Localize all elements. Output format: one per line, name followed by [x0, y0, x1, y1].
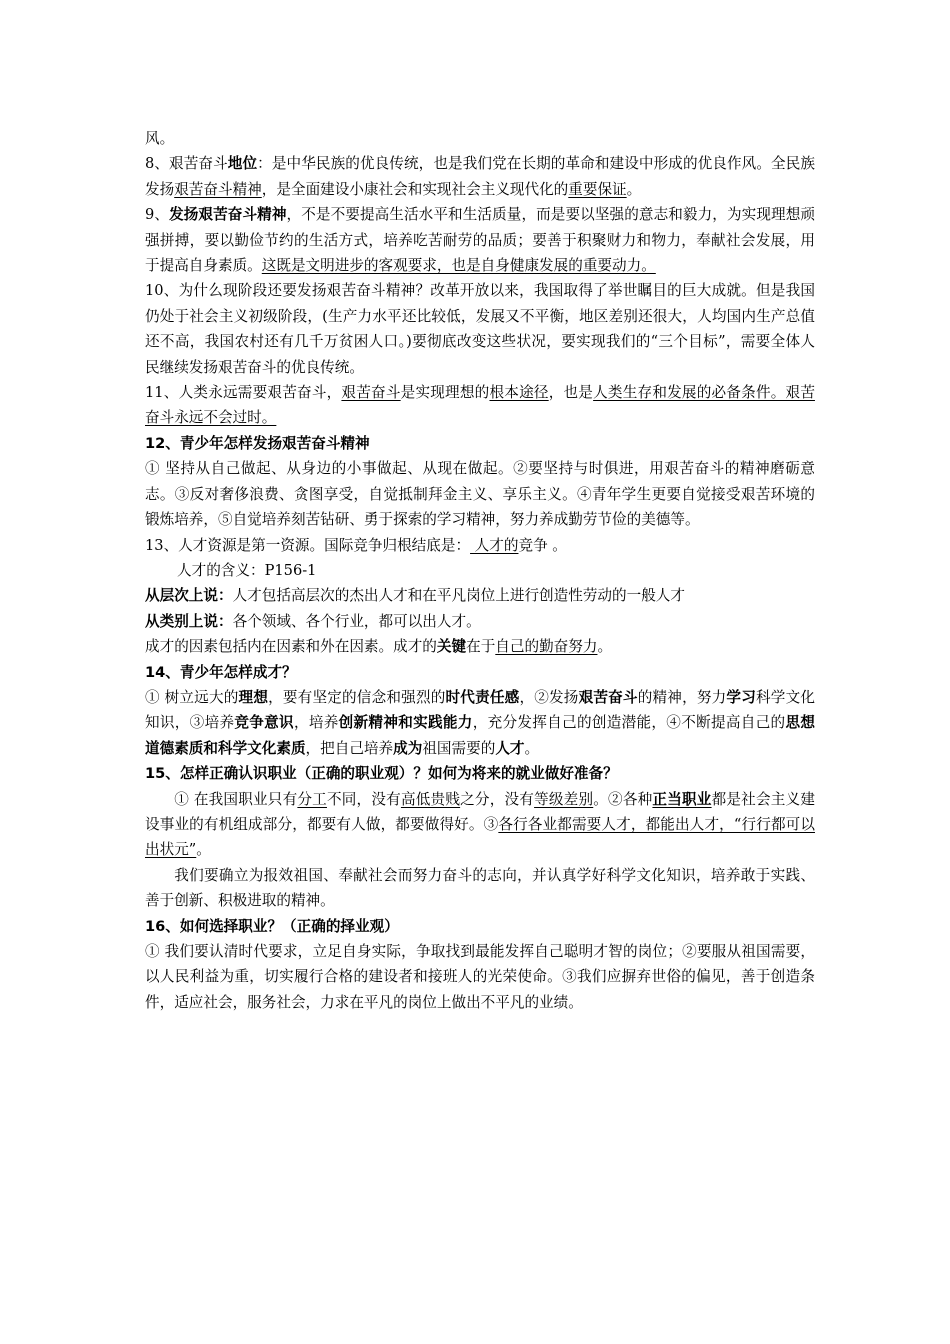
text: 。 [196, 841, 211, 859]
heading-14: 14、青少年怎样成才？ [145, 663, 297, 681]
text: ① 树立远大的 [145, 688, 239, 706]
bold-text: 学习 [726, 688, 756, 706]
text: ，不是不要提高生活水平和生活质量，而是要以坚强的意志和毅力，为实现理想顽强拼搏，要以勤俭节约的生活方式，培养吃苦耐劳的品质；要善于积聚财力和物力，奉献社会发展，用于提高自身素质。 [145, 206, 815, 275]
text: ，培养 [293, 714, 339, 732]
underlined-text: 高低贵贱 [400, 790, 461, 808]
text: 成才的因素包括内在因素和外在因素。成才的 [145, 638, 437, 656]
bold-text: 时代责任感 [445, 688, 520, 706]
text: 在于 [466, 638, 496, 656]
paragraph-12 [145, 456, 815, 532]
bold-text: 关键 [436, 638, 467, 656]
paragraph-14 [145, 685, 815, 761]
text: 各个领域、各个行业，都可以出人才。 [232, 612, 481, 630]
paragraph-13-factors [145, 634, 815, 659]
text: 人才的含义：P156-1 [177, 561, 317, 579]
paragraph-9 [145, 202, 815, 278]
bold-text: 从层次上说： [145, 587, 233, 605]
underlined-text: 这既是文明进步的客观要求，也是自身健康发展的重要动力。 [261, 257, 656, 275]
text: 人才包括高层次的杰出人才和在平凡岗位上进行创造性劳动的一般人才 [232, 587, 685, 605]
underlined-text: 等级差别 [534, 790, 594, 808]
text: ① 坚持从自己做起、从身边的小事做起、从现在做起。②要坚持与时俱进，用艰苦奋斗的精神磨砺意志。③反对奢侈浪费、贪图享受，自觉抵制拜金主义、享乐主义。④青年学生更要自觉接受艰苦环境的锻炼培养，⑤自觉培养刻苦钻研、勇于探索的学习精神，努力养成勤劳节俭的美德等。 [145, 460, 815, 529]
bold-text: 人才 [495, 739, 525, 757]
bold-underlined-text: 正当职业 [652, 790, 712, 808]
text: 竞争 。 [518, 536, 567, 554]
text: ：是中华民族的优良传统，也是我们党在长期的革命和建设中形成的优良作风。全民族发扬 [145, 155, 815, 198]
text: 的精神，努力 [637, 688, 727, 706]
text: 祖国需要的 [422, 739, 496, 757]
bold-text: 竞争意识 [234, 714, 294, 732]
underlined-text: 根本途径 [489, 384, 549, 402]
paragraph-continuation [145, 126, 815, 151]
heading-16: 16、如何选择职业？（正确的择业观） [145, 917, 399, 935]
text: ，是全面建设小康社会和实现社会主义现代化的 [261, 180, 569, 198]
text: 。 [626, 180, 642, 198]
text: 10、为什么现阶段还要发扬艰苦奋斗精神？改革开放以来，我国取得了举世瞩目的巨大成就。但是我国仍处于社会主义初级阶段，(生产力水平还比较低，发展又不平衡，地区差别还很大，人均国内生产总值还不高，我国农村还有几千万贫困人口。)要彻底改变这些状况，要实现我们的“三个目标”，需要全体人民继续发扬艰苦奋斗的优良传统。 [145, 282, 815, 376]
underlined-text: 各行各业都需要人才，都能出人才，“行行都可以出状元” [145, 815, 815, 859]
text: 我们要确立为报效祖国、奉献社会而努力奋斗的志向，并认真学好科学文化知识，培养敢于实践、善于创新、积极进取的精神。 [145, 866, 815, 910]
bold-text: 发扬艰苦奋斗精神 [169, 206, 287, 224]
bold-text: 艰苦奋斗 [578, 688, 638, 706]
text: 。②各种 [593, 790, 653, 808]
underlined-text: 艰苦奋斗 [341, 384, 401, 402]
underlined-text: 分工 [297, 790, 327, 808]
underlined-text: 人才的 [470, 536, 519, 554]
text: 都是社会主义建设事业的有机组成部分，都要有人做，都要做得好。③ [145, 790, 815, 833]
text: 之分，没有 [460, 790, 535, 808]
text: ，充分发挥自己的创造潜能，④不断提高自己的 [472, 714, 786, 732]
bold-text: 创新精神和实践能力 [338, 714, 473, 732]
bold-text: 从类别上说： [145, 612, 233, 630]
underlined-text: 重要保证 [568, 180, 627, 198]
paragraph-15 [145, 787, 815, 863]
paragraph-15-aspiration [145, 863, 815, 914]
text: 9、 [145, 206, 170, 224]
bold-text: 理想 [238, 688, 269, 706]
document-page [145, 126, 815, 1015]
underlined-text: 人类生存和发展的必备条件。艰苦奋斗永远不会过时。 [145, 384, 815, 427]
text: ，要有坚定的信念和强烈的 [268, 688, 446, 706]
text: ① 在我国职业只有 [174, 790, 298, 808]
heading-12: 12、青少年怎样发扬艰苦奋斗精神 [145, 434, 370, 452]
paragraph-8 [145, 151, 815, 202]
text: ① 我们要认清时代要求，立足自身实际，争取找到最能发挥自己聪明才智的岗位；②要服从祖国需要，以人民利益为重，切实履行合格的建设者和接班人的光荣使命。③我们应摒弃世俗的偏见，善于创造条件，适应社会，服务社会，力求在平凡的岗位上做出不平凡的业绩。 [145, 943, 815, 1011]
bold-text: 成为 [393, 739, 423, 757]
paragraph-13-definition [145, 558, 815, 583]
text: ，也是 [548, 384, 594, 402]
paragraph-13 [145, 533, 815, 558]
paragraph-13-level [145, 583, 815, 608]
underlined-text: 自己的勤奋努力 [495, 638, 598, 656]
paragraph-10 [145, 278, 815, 380]
heading-15: 15、怎样正确认识职业（正确的职业观）？如何为将来的就业做好准备？ [145, 765, 618, 783]
text: ，把自己培养 [305, 739, 394, 757]
text: 科学文化知识，③培养 [145, 688, 815, 732]
paragraph-11 [145, 380, 815, 431]
paragraph-13-category [145, 609, 815, 634]
paragraph-16 [145, 939, 815, 1015]
text: 。 [597, 638, 613, 656]
text: 不同，没有 [326, 790, 401, 808]
text: 13、人才资源是第一资源。国际竞争归根结底是： [145, 536, 471, 554]
text: 8、艰苦奋斗 [145, 155, 228, 173]
text: 11、人类永远需要艰苦奋斗， [145, 384, 342, 402]
text: 。 [524, 739, 540, 757]
bold-text: 思想道德素质和科学文化素质 [145, 714, 815, 757]
text: 风。 [145, 130, 175, 147]
text: 是实现理想的 [400, 384, 490, 402]
bold-text: 地位 [227, 155, 258, 173]
text: ，②发扬 [519, 688, 579, 706]
underlined-text: 艰苦奋斗精神 [174, 180, 262, 198]
